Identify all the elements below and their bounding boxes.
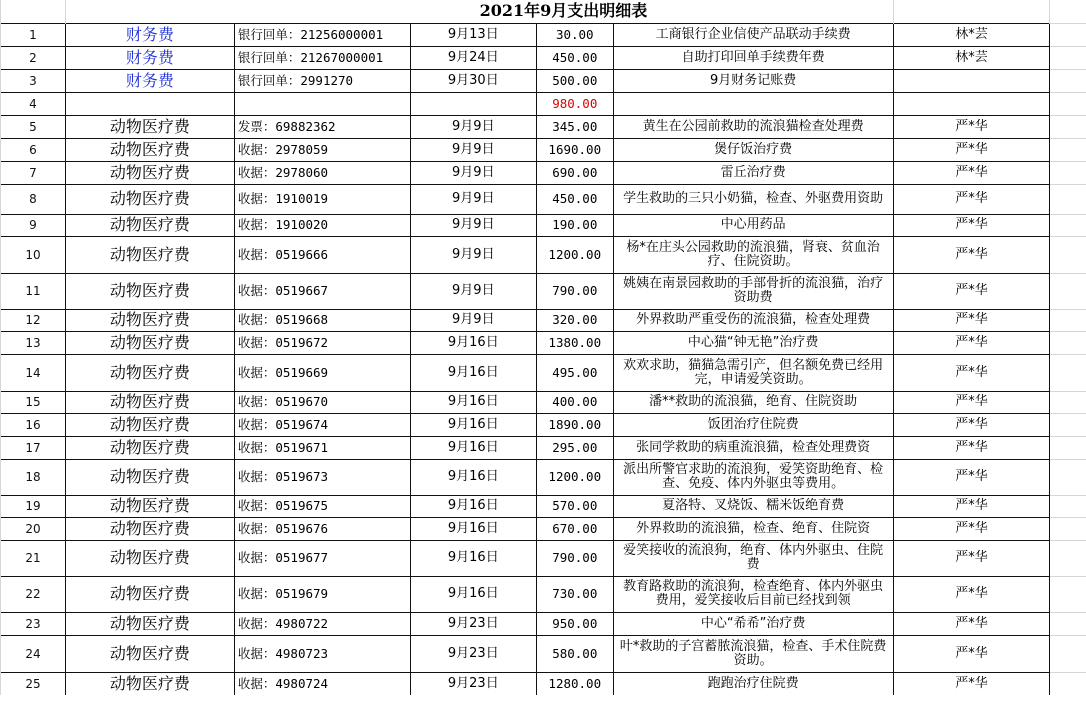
date-cell[interactable]: 9月23日 [410, 635, 536, 672]
voucher-cell[interactable]: 收据：0519679 [234, 576, 410, 612]
category-cell[interactable]: 动物医疗费 [65, 214, 234, 236]
row-number[interactable]: 3 [1, 69, 66, 92]
handler-cell[interactable]: 严*华 [893, 214, 1050, 236]
blank-cell[interactable] [1050, 69, 1086, 92]
category-cell[interactable]: 动物医疗费 [65, 436, 234, 459]
table-row [1, 184, 1086, 214]
amount-cell[interactable]: 790.00 [536, 273, 613, 309]
description-cell[interactable]: 黄生在公园前救助的流浪猫检查处理费 [613, 115, 893, 138]
category-cell[interactable]: 动物医疗费 [65, 540, 234, 576]
voucher-cell[interactable]: 收据：0519671 [234, 436, 410, 459]
handler-cell[interactable] [893, 69, 1050, 92]
voucher-cell[interactable]: 发票：69882362 [234, 115, 410, 138]
row-number[interactable]: 7 [1, 161, 66, 184]
voucher-cell[interactable]: 银行回单：2991270 [234, 69, 410, 92]
row-number[interactable]: 17 [1, 436, 66, 459]
description-cell[interactable]: 派出所警官求助的流浪狗，爱笑资助绝育、检查、免疫、体内外驱虫等费用。 [613, 459, 893, 495]
blank-cell[interactable] [1050, 236, 1086, 273]
table-row [1, 413, 1086, 436]
category-cell[interactable]: 动物医疗费 [65, 459, 234, 495]
handler-cell[interactable]: 严*华 [893, 517, 1050, 540]
amount-cell[interactable]: 1690.00 [536, 138, 613, 161]
amount-cell[interactable]: 295.00 [536, 436, 613, 459]
description-cell[interactable]: 潘**救助的流浪猫，绝育、住院资助 [613, 391, 893, 413]
category-cell[interactable]: 动物医疗费 [65, 517, 234, 540]
handler-cell[interactable]: 严*华 [893, 161, 1050, 184]
description-cell[interactable]: 外界救助的流浪猫，检查、绝育、住院资 [613, 517, 893, 540]
table-row [1, 138, 1086, 161]
blank-cell[interactable] [1050, 459, 1086, 495]
date-cell[interactable]: 9月16日 [410, 495, 536, 517]
category-cell[interactable]: 财务费 [65, 23, 234, 46]
voucher-cell[interactable]: 收据：1910020 [234, 214, 410, 236]
table-row [1, 635, 1086, 672]
handler-cell[interactable]: 严*华 [893, 354, 1050, 391]
date-cell[interactable]: 9月9日 [410, 184, 536, 214]
date-cell[interactable]: 9月9日 [410, 161, 536, 184]
amount-cell[interactable]: 1380.00 [536, 331, 613, 354]
category-cell[interactable]: 财务费 [65, 69, 234, 92]
date-cell[interactable]: 9月24日 [410, 46, 536, 69]
blank-cell[interactable] [1050, 331, 1086, 354]
category-cell[interactable]: 动物医疗费 [65, 672, 234, 695]
voucher-cell[interactable]: 收据：0519666 [234, 236, 410, 273]
table-row [1, 459, 1086, 495]
handler-cell[interactable]: 严*华 [893, 413, 1050, 436]
blank-cell[interactable] [1050, 354, 1086, 391]
row-number[interactable]: 19 [1, 495, 66, 517]
voucher-cell[interactable]: 银行回单：21256000001 [234, 23, 410, 46]
date-cell[interactable]: 9月9日 [410, 273, 536, 309]
row-number[interactable]: 23 [1, 612, 66, 635]
row-number[interactable]: 14 [1, 354, 66, 391]
date-cell[interactable]: 9月16日 [410, 576, 536, 612]
category-cell[interactable]: 动物医疗费 [65, 391, 234, 413]
amount-cell[interactable]: 400.00 [536, 391, 613, 413]
row-number[interactable]: 1 [1, 23, 66, 46]
category-cell[interactable]: 动物医疗费 [65, 236, 234, 273]
blank-cell[interactable] [1050, 184, 1086, 214]
row-number[interactable]: 6 [1, 138, 66, 161]
blank-cell[interactable] [1050, 214, 1086, 236]
blank-cell[interactable] [1050, 138, 1086, 161]
date-cell[interactable]: 9月16日 [410, 436, 536, 459]
blank-cell[interactable] [1050, 495, 1086, 517]
date-cell[interactable] [410, 92, 536, 115]
description-cell[interactable]: 夏洛特、叉烧饭、糯米饭绝育费 [613, 495, 893, 517]
voucher-cell[interactable]: 收据：0519675 [234, 495, 410, 517]
amount-cell[interactable]: 500.00 [536, 69, 613, 92]
category-cell[interactable]: 财务费 [65, 46, 234, 69]
handler-cell[interactable]: 严*华 [893, 236, 1050, 273]
voucher-cell[interactable]: 收据：1910019 [234, 184, 410, 214]
handler-cell[interactable]: 林*芸 [893, 23, 1050, 46]
date-cell[interactable]: 9月9日 [410, 309, 536, 331]
description-cell[interactable]: 饭团治疗住院费 [613, 413, 893, 436]
voucher-cell[interactable]: 收据：4980722 [234, 612, 410, 635]
table-row [1, 540, 1086, 576]
voucher-cell[interactable]: 收据：0519672 [234, 331, 410, 354]
category-cell[interactable]: 动物医疗费 [65, 273, 234, 309]
blank-cell[interactable] [1050, 672, 1086, 695]
table-row [1, 69, 1086, 92]
row-number[interactable]: 11 [1, 273, 66, 309]
blank-cell[interactable] [1050, 309, 1086, 331]
amount-cell[interactable]: 950.00 [536, 612, 613, 635]
date-cell[interactable]: 9月9日 [410, 115, 536, 138]
description-cell[interactable]: 教育路救助的流浪狗，检查绝育、体内外驱虫 费用，爱笑接收后目前已经找到领 [613, 576, 893, 612]
row-number[interactable]: 4 [1, 92, 66, 115]
blank-cell[interactable] [1050, 391, 1086, 413]
blank-cell[interactable] [1050, 115, 1086, 138]
table-row [1, 92, 1086, 115]
category-cell[interactable]: 动物医疗费 [65, 161, 234, 184]
row-number[interactable]: 8 [1, 184, 66, 214]
blank-cell[interactable] [1050, 161, 1086, 184]
voucher-cell[interactable]: 收据：0519677 [234, 540, 410, 576]
handler-cell[interactable]: 严*华 [893, 540, 1050, 576]
amount-cell[interactable]: 980.00 [536, 92, 613, 115]
voucher-cell[interactable]: 收据：2978060 [234, 161, 410, 184]
voucher-cell[interactable]: 收据：4980724 [234, 672, 410, 695]
table-row [1, 236, 1086, 273]
row-number[interactable]: 9 [1, 214, 66, 236]
date-cell[interactable]: 9月13日 [410, 23, 536, 46]
amount-cell[interactable]: 1200.00 [536, 459, 613, 495]
blank-cell[interactable] [893, 0, 1050, 23]
table-row [1, 23, 1086, 46]
voucher-cell[interactable]: 收据：0519668 [234, 309, 410, 331]
table-row [1, 495, 1086, 517]
blank-cell[interactable] [1050, 436, 1086, 459]
row-number[interactable]: 13 [1, 331, 66, 354]
table-row [1, 273, 1086, 309]
row-number[interactable]: 18 [1, 459, 66, 495]
row-number[interactable]: 25 [1, 672, 66, 695]
description-cell[interactable]: 中心“希希”治疗费 [613, 612, 893, 635]
row-number[interactable]: 12 [1, 309, 66, 331]
handler-cell[interactable]: 严*华 [893, 576, 1050, 612]
table-row [1, 354, 1086, 391]
date-cell[interactable]: 9月9日 [410, 214, 536, 236]
amount-cell[interactable]: 730.00 [536, 576, 613, 612]
handler-cell[interactable]: 严*华 [893, 635, 1050, 672]
date-cell[interactable]: 9月16日 [410, 540, 536, 576]
table-row [1, 115, 1086, 138]
handler-cell[interactable]: 严*华 [893, 309, 1050, 331]
category-cell[interactable]: 动物医疗费 [65, 413, 234, 436]
category-cell[interactable]: 动物医疗费 [65, 184, 234, 214]
description-cell[interactable]: 雷丘治疗费 [613, 161, 893, 184]
voucher-cell[interactable] [234, 92, 410, 115]
row-number[interactable]: 5 [1, 115, 66, 138]
amount-cell[interactable]: 580.00 [536, 635, 613, 672]
handler-cell[interactable]: 严*华 [893, 459, 1050, 495]
row-number[interactable]: 2 [1, 46, 66, 69]
row-number[interactable]: 16 [1, 413, 66, 436]
handler-cell[interactable]: 严*华 [893, 138, 1050, 161]
description-cell[interactable]: 中心用药品 [613, 214, 893, 236]
blank-cell[interactable] [1050, 23, 1086, 46]
table-row [1, 161, 1086, 184]
amount-cell[interactable]: 450.00 [536, 46, 613, 69]
voucher-cell[interactable]: 收据：0519670 [234, 391, 410, 413]
date-cell[interactable]: 9月23日 [410, 612, 536, 635]
blank-cell[interactable] [65, 0, 234, 23]
description-cell[interactable]: 中心猫“钟无艳”治疗费 [613, 331, 893, 354]
handler-cell[interactable]: 严*华 [893, 495, 1050, 517]
description-cell[interactable]: 9月财务记账费 [613, 69, 893, 92]
handler-cell[interactable]: 严*华 [893, 184, 1050, 214]
voucher-cell[interactable]: 银行回单：21267000001 [234, 46, 410, 69]
description-cell[interactable]: 煲仔饭治疗费 [613, 138, 893, 161]
handler-cell[interactable]: 林*芸 [893, 46, 1050, 69]
handler-cell[interactable] [893, 92, 1050, 115]
date-cell[interactable]: 9月16日 [410, 459, 536, 495]
voucher-cell[interactable]: 收据：0519676 [234, 517, 410, 540]
voucher-cell[interactable]: 收据：0519669 [234, 354, 410, 391]
date-cell[interactable]: 9月16日 [410, 391, 536, 413]
row-number[interactable]: 21 [1, 540, 66, 576]
category-cell[interactable] [65, 92, 234, 115]
date-cell[interactable]: 9月16日 [410, 517, 536, 540]
amount-cell[interactable]: 670.00 [536, 517, 613, 540]
date-cell[interactable]: 9月9日 [410, 138, 536, 161]
description-cell[interactable] [613, 92, 893, 115]
table-row [1, 331, 1086, 354]
date-cell[interactable]: 9月16日 [410, 354, 536, 391]
blank-cell[interactable] [1050, 413, 1086, 436]
amount-cell[interactable]: 1200.00 [536, 236, 613, 273]
description-cell[interactable]: 姚姨在南景园救助的手部骨折的流浪猫，治疗资助费 [613, 273, 893, 309]
category-cell[interactable]: 动物医疗费 [65, 495, 234, 517]
description-cell[interactable]: 自助打印回单手续费年费 [613, 46, 893, 69]
table-row [1, 576, 1086, 612]
row-number[interactable]: 20 [1, 517, 66, 540]
sheet-title[interactable]: 2021年9月支出明细表 [479, 1, 648, 21]
description-cell[interactable]: 杨*在庄头公园救助的流浪猫，肾衰、贫血治疗、住院资助。 [613, 236, 893, 273]
category-cell[interactable]: 动物医疗费 [65, 331, 234, 354]
blank-cell[interactable] [1050, 576, 1086, 612]
row-header-cell[interactable] [1, 0, 66, 23]
description-cell[interactable]: 外界救助严重受伤的流浪猫，检查处理费 [613, 309, 893, 331]
blank-cell[interactable] [1050, 635, 1086, 672]
row-number[interactable]: 22 [1, 576, 66, 612]
amount-cell[interactable]: 690.00 [536, 161, 613, 184]
table-row [1, 672, 1086, 695]
description-cell[interactable]: 学生救助的三只小奶猫，检查、外驱费用资助 [613, 184, 893, 214]
title-row [1, 0, 1086, 23]
category-cell[interactable]: 动物医疗费 [65, 354, 234, 391]
handler-cell[interactable]: 严*华 [893, 273, 1050, 309]
blank-cell[interactable] [1050, 92, 1086, 115]
description-cell[interactable]: 张同学救助的病重流浪猫，检查处理费资 [613, 436, 893, 459]
category-cell[interactable]: 动物医疗费 [65, 612, 234, 635]
amount-cell[interactable]: 570.00 [536, 495, 613, 517]
amount-cell[interactable]: 320.00 [536, 309, 613, 331]
amount-cell[interactable]: 1890.00 [536, 413, 613, 436]
row-number[interactable]: 10 [1, 236, 66, 273]
blank-cell[interactable] [1050, 540, 1086, 576]
voucher-cell[interactable]: 收据：2978059 [234, 138, 410, 161]
date-cell[interactable]: 9月23日 [410, 672, 536, 695]
amount-cell[interactable]: 345.00 [536, 115, 613, 138]
amount-cell[interactable]: 190.00 [536, 214, 613, 236]
category-cell[interactable]: 动物医疗费 [65, 309, 234, 331]
blank-cell[interactable] [1050, 517, 1086, 540]
amount-cell[interactable]: 1280.00 [536, 672, 613, 695]
row-number[interactable]: 15 [1, 391, 66, 413]
description-cell[interactable]: 爱笑接收的流浪狗，绝育、体内外驱虫、住院费 [613, 540, 893, 576]
table-row [1, 612, 1086, 635]
date-cell[interactable]: 9月30日 [410, 69, 536, 92]
table-row [1, 436, 1086, 459]
handler-cell[interactable]: 严*华 [893, 612, 1050, 635]
blank-cell[interactable] [1050, 46, 1086, 69]
category-cell[interactable]: 动物医疗费 [65, 635, 234, 672]
category-cell[interactable]: 动物医疗费 [65, 138, 234, 161]
description-cell[interactable]: 欢欢求助，猫猫急需引产，但名额免费已经用完，申请爱笑资助。 [613, 354, 893, 391]
handler-cell[interactable]: 严*华 [893, 436, 1050, 459]
handler-cell[interactable]: 严*华 [893, 391, 1050, 413]
amount-cell[interactable]: 790.00 [536, 540, 613, 576]
category-cell[interactable]: 动物医疗费 [65, 576, 234, 612]
voucher-cell[interactable]: 收据：0519674 [234, 413, 410, 436]
amount-cell[interactable]: 30.00 [536, 23, 613, 46]
blank-cell[interactable] [1050, 0, 1086, 23]
voucher-cell[interactable]: 收据：4980723 [234, 635, 410, 672]
handler-cell[interactable]: 严*华 [893, 115, 1050, 138]
description-cell[interactable]: 工商银行企业信使产品联动手续费 [613, 23, 893, 46]
description-cell[interactable]: 跑跑治疗住院费 [613, 672, 893, 695]
row-number[interactable]: 24 [1, 635, 66, 672]
amount-cell[interactable]: 450.00 [536, 184, 613, 214]
table-row [1, 46, 1086, 69]
table-row [1, 309, 1086, 331]
date-cell[interactable]: 9月16日 [410, 331, 536, 354]
handler-cell[interactable]: 严*华 [893, 331, 1050, 354]
table-row [1, 214, 1086, 236]
category-cell[interactable]: 动物医疗费 [65, 115, 234, 138]
voucher-cell[interactable]: 收据：0519673 [234, 459, 410, 495]
handler-cell[interactable]: 严*华 [893, 672, 1050, 695]
table-row [1, 517, 1086, 540]
date-cell[interactable]: 9月16日 [410, 413, 536, 436]
blank-cell[interactable] [1050, 612, 1086, 635]
voucher-cell[interactable]: 收据：0519667 [234, 273, 410, 309]
description-cell[interactable]: 叶*救助的子宫蓄脓流浪猫，检查、手术住院费资助。 [613, 635, 893, 672]
blank-cell[interactable] [1050, 273, 1086, 309]
date-cell[interactable]: 9月9日 [410, 236, 536, 273]
amount-cell[interactable]: 495.00 [536, 354, 613, 391]
table-row [1, 391, 1086, 413]
